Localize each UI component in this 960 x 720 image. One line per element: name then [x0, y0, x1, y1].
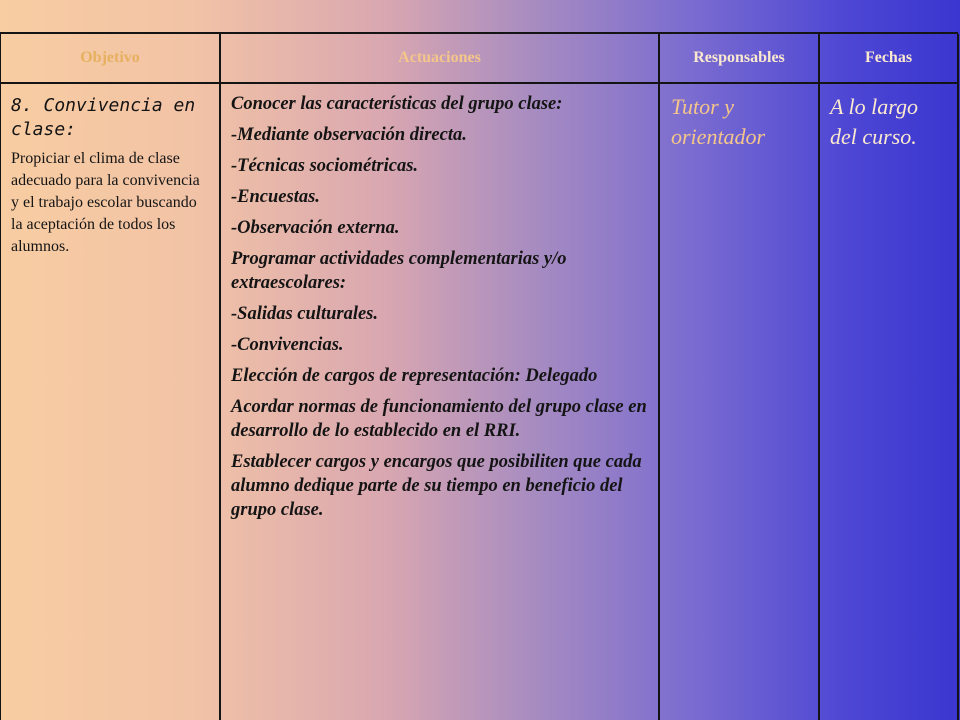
cell-responsables [660, 84, 818, 720]
actuacion-item: -Observación externa. [231, 218, 400, 238]
actuaciones-list [231, 92, 648, 522]
cell-objetivo [1, 84, 219, 720]
column-objetivo [1, 34, 221, 720]
objetivo-description: Propiciar el clima de clase adecuado para la convivencia y el trabajo escolar buscando la aceptación de todos los alumnos. [11, 150, 200, 255]
actuacion-item: Programar actividades complementarias y/o extraescolares: [231, 249, 567, 293]
header-actuaciones: Actuaciones [221, 34, 658, 84]
responsables-text: Tutor y orientador [671, 94, 766, 149]
actuacion-item: -Encuestas. [231, 187, 320, 207]
actuacion-item: -Salidas culturales. [231, 304, 378, 324]
plan-table [0, 32, 958, 720]
actuacion-item: Elección de cargos de representación: Delegado [231, 366, 598, 386]
objetivo-title: 8. Convivencia en clase: [11, 95, 196, 140]
header-responsables: Responsables [660, 34, 818, 84]
cell-actuaciones [221, 84, 658, 720]
actuacion-item: Establecer cargos y encargos que posibiliten que cada alumno dedique parte de su tiempo en beneficio del grupo clase. [231, 452, 642, 520]
column-actuaciones [221, 34, 660, 720]
actuacion-item: -Convivencias. [231, 335, 344, 355]
fechas-text: A lo largo del curso. [830, 94, 919, 149]
actuacion-item: Conocer las características del grupo clase: [231, 94, 563, 114]
actuacion-item: -Técnicas sociométricas. [231, 156, 419, 176]
cell-fechas [820, 84, 957, 720]
header-fechas: Fechas [820, 34, 957, 84]
header-objetivo: Objetivo [1, 34, 219, 84]
column-responsables [660, 34, 820, 720]
actuacion-item: Acordar normas de funcionamiento del grupo clase en desarrollo de lo establecido en el RRI. [231, 397, 647, 441]
column-fechas [820, 34, 959, 720]
actuacion-item: -Mediante observación directa. [231, 125, 467, 145]
